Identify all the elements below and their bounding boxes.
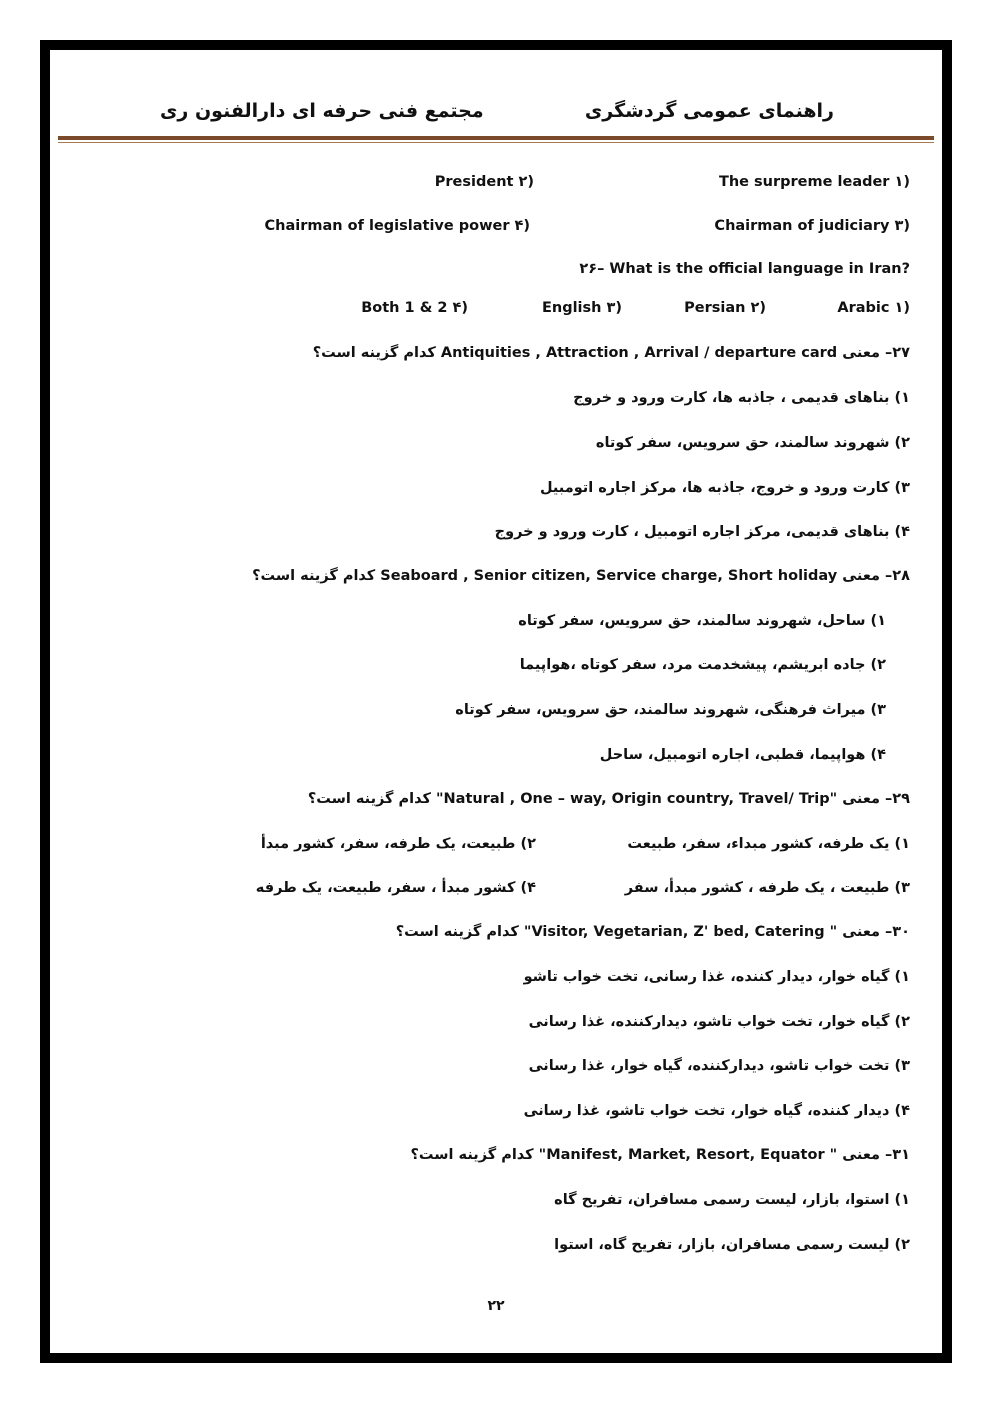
q25-option-2: President ۲)	[434, 174, 534, 190]
q27-option-4: ۴) بناهای قدیمی، مرکز اجاره اتومبیل ، کارت ورود و خروج	[494, 524, 910, 540]
q25-option-1: The surpreme leader ۱)	[718, 174, 910, 190]
q28-question: ۲۸– معنی Seaboard , Senior citizen, Service charge, Short holiday کدام گزینه است؟	[252, 568, 910, 584]
header-divider-thin	[58, 142, 934, 143]
q26-question: ۲۶– What is the official language in Iran?	[579, 261, 910, 277]
header-divider	[58, 136, 934, 140]
q30-option-1: ۱) گیاه خوار، دیدار کننده، غذا رسانی، تخت خواب تاشو	[523, 969, 910, 985]
q26-option-2: Persian ۲)	[684, 300, 766, 316]
header-institute-title: مجتمع فنی حرفه ای دارالفنون ری	[160, 100, 484, 122]
q31-option-1: ۱) استوا، بازار، لیست رسمی مسافران، تفریح گاه	[554, 1192, 910, 1208]
q31-option-2: ۲) لیست رسمی مسافران، بازار، تفریح گاه، استوا	[554, 1237, 910, 1253]
q29-option-2: ۲) طبیعت، یک طرفه، سفر، کشور مبدأ	[260, 836, 536, 852]
q29-option-1: ۱) یک طرفه، کشور مبداء، سفر، طبیعت	[627, 836, 910, 852]
q26-option-3: English ۳)	[541, 300, 622, 316]
q26-option-4: Both 1 & 2 ۴)	[361, 300, 468, 316]
q28-option-1: ۱) ساحل، شهروند سالمند، حق سرویس، سفر کوتاه	[518, 613, 886, 629]
q27-option-3: ۳) کارت ورود و خروج، جاذبه ها، مرکز اجاره اتومبیل	[539, 480, 910, 496]
q27-question: ۲۷– معنی Antiquities , Attraction , Arrival / departure card کدام گزینه است؟	[312, 345, 910, 361]
q30-question: ۳۰– معنی " Visitor, Vegetarian, Z' bed, Catering" کدام گزینه است؟	[395, 924, 910, 940]
q28-option-4: ۴) هواپیما، قطبی، اجاره اتومبیل، ساحل	[599, 747, 886, 763]
q27-option-1: ۱) بناهای قدیمی ، جاذبه ها، کارت ورود و خروج	[573, 390, 910, 406]
q30-option-2: ۲) گیاه خوار، تخت خواب تاشو، دیدارکننده، غذا رسانی	[528, 1014, 910, 1030]
q29-question: ۲۹– معنی "Natural , One – way, Origin country, Travel/ Trip" کدام گزینه است؟	[307, 791, 910, 807]
q25-option-3: Chairman of judiciary ۳)	[714, 218, 910, 234]
page-number: ۲۲	[487, 1298, 505, 1314]
q28-option-3: ۳) میراث فرهنگی، شهروند سالمند، حق سرویس، سفر کوتاه	[455, 702, 886, 718]
q25-option-4: Chairman of legislative power ۴)	[264, 218, 530, 234]
q29-option-3: ۳) طبیعت ، یک طرفه ، کشور مبدأ، سفر	[624, 880, 910, 896]
q26-option-1: Arabic ۱)	[837, 300, 910, 316]
q29-option-4: ۴) کشور مبدأ ، سفر، طبیعت، یک طرفه	[255, 880, 536, 896]
q31-question: ۳۱– معنی " Manifest, Market, Resort, Equator" کدام گزینه است؟	[410, 1147, 910, 1163]
q28-option-2: ۲) جاده ابریشم، پیشخدمت مرد، سفر کوتاه ،هواپیما	[519, 657, 886, 673]
q30-option-4: ۴) دیدار کننده، گیاه خوار، تخت خواب تاشو، غذا رسانی	[523, 1103, 910, 1119]
q27-option-2: ۲) شهروند سالمند، حق سرویس، سفر کوتاه	[595, 435, 910, 451]
header-guide-title: راهنمای عمومی گردشگری	[584, 100, 834, 122]
q30-option-3: ۳) تخت خواب تاشو، دیدارکننده، گیاه خوار، غذا رسانی	[528, 1058, 910, 1074]
